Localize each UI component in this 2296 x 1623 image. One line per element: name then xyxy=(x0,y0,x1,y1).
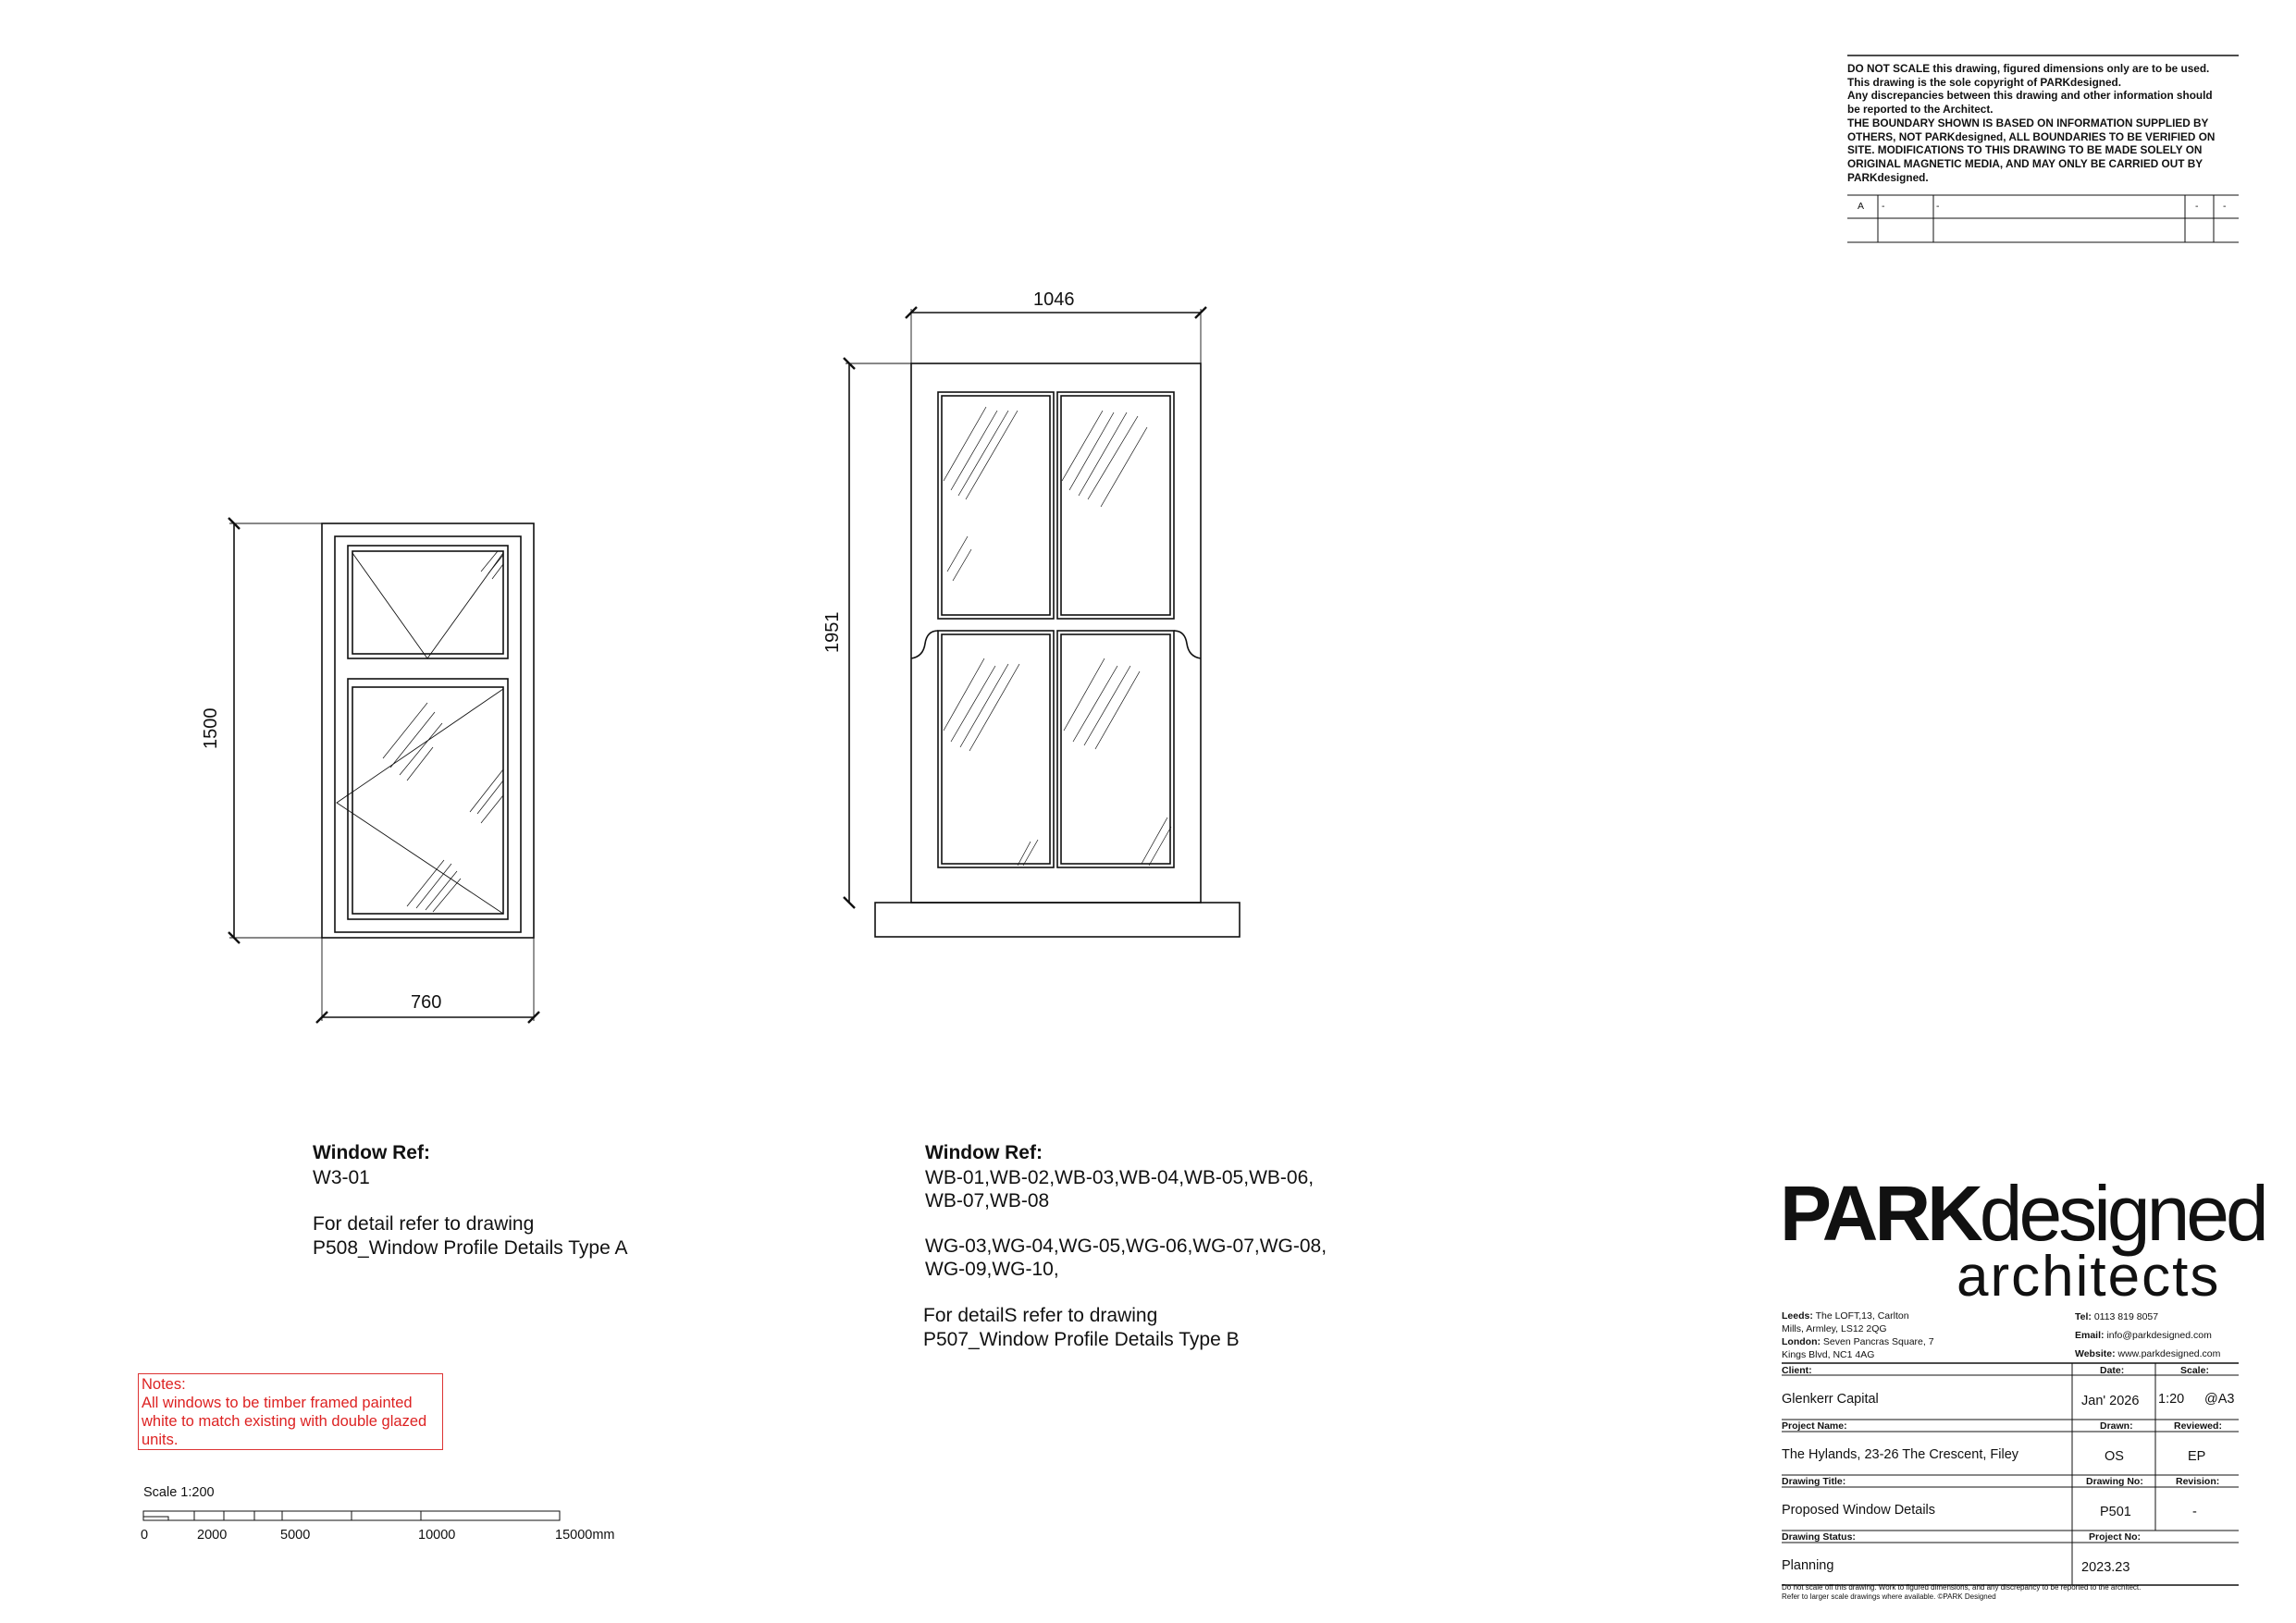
notes-box xyxy=(138,1373,443,1450)
project-name-value: The Hylands, 23-26 The Crescent, Filey xyxy=(1782,1447,2019,1462)
drawing-status-label: Drawing Status: xyxy=(1782,1531,1856,1543)
scale-tick-0: 0 xyxy=(141,1528,149,1543)
reviewed-label: Reviewed: xyxy=(2174,1420,2222,1432)
revision-checked: - xyxy=(2223,201,2227,212)
window-a-ref-heading: Window Ref: xyxy=(313,1142,430,1163)
paper-size-value: @A3 xyxy=(2204,1392,2235,1407)
client-label: Client: xyxy=(1782,1365,1812,1376)
drawing-no-value: P501 xyxy=(2100,1505,2131,1519)
window-b-width-dimension: 1046 xyxy=(1033,289,1075,310)
drawn-label: Drawn: xyxy=(2100,1420,2133,1432)
window-a-width-dimension: 760 xyxy=(411,992,442,1013)
project-name-label: Project Name: xyxy=(1782,1420,1847,1432)
scale-tick-5000: 5000 xyxy=(280,1528,311,1543)
revision-description: - xyxy=(1936,201,1940,212)
window-b-ref-line4: WG-09,WG-10, xyxy=(925,1259,1059,1280)
scale-bar-title: Scale 1:200 xyxy=(143,1485,215,1500)
project-no-label: Project No: xyxy=(2089,1531,2142,1543)
scale-tick-2000: 2000 xyxy=(197,1528,228,1543)
title-block-footer: Do not scale off this drawing. Work to figured dimensions, and any discrepancy to be reported to the architect. Refer to larger scale drawings where available. ©PARK Designed xyxy=(1782,1583,2142,1601)
scale-label: Scale: xyxy=(2180,1365,2209,1376)
window-a-detail-line2: P508_Window Profile Details Type A xyxy=(313,1237,628,1259)
company-logo: PARKdesigned xyxy=(1780,1170,2265,1257)
window-b-elevation xyxy=(844,307,1240,937)
window-a-ref-value: W3-01 xyxy=(313,1167,370,1188)
drawing-title-value: Proposed Window Details xyxy=(1782,1503,1936,1518)
address-leeds-line2: Mills, Armley, LS12 2QG xyxy=(1782,1323,1887,1334)
scale-tick-15000: 15000mm xyxy=(555,1528,615,1543)
date-label: Date: xyxy=(2100,1365,2125,1376)
window-a-height-dimension: 1500 xyxy=(201,707,221,749)
revision-label: Revision: xyxy=(2176,1476,2220,1487)
company-logo-subtitle: architects xyxy=(1957,1245,2221,1309)
drawing-no-label: Drawing No: xyxy=(2086,1476,2143,1487)
scale-bar-graphic xyxy=(143,1511,560,1520)
contact-tel: Tel: 0113 819 8057 xyxy=(2075,1311,2159,1322)
reviewed-value: EP xyxy=(2188,1449,2206,1464)
date-value: Jan' 2026 xyxy=(2081,1394,2140,1408)
revision-letter: A xyxy=(1858,201,1865,212)
scale-value: 1:20 xyxy=(2158,1392,2185,1407)
notes-title: Notes: xyxy=(142,1376,186,1393)
window-b-detail-line1: For detailS refer to drawing xyxy=(923,1305,1158,1326)
disclaimer-text: DO NOT SCALE this drawing, figured dimensions only are to be used. This drawing is the sole copyright of PARKdesigned. Any discrepancies between this drawing and other information should be reported to the Architect. THE BOUNDARY SHOWN IS BASED ON INFORMATION SUPPLIED BY OTHERS, NOT PARKdesigned, ALL BOUNDARIES TO BE VERIFIED ON SITE. MODIFICATIONS TO THIS DRAWING TO BE MADE SOLELY ON ORIGINAL MAGNETIC MEDIA, AND MAY ONLY BE CARRIED OUT BY PARKdesigned. xyxy=(1847,62,2216,184)
client-value: Glenkerr Capital xyxy=(1782,1392,1879,1407)
drawing-status-value: Planning xyxy=(1782,1558,1834,1573)
window-a-elevation xyxy=(228,518,539,1023)
project-no-value: 2023.23 xyxy=(2081,1560,2130,1575)
scale-tick-10000: 10000 xyxy=(418,1528,456,1543)
contact-email: Email: info@parkdesigned.com xyxy=(2075,1330,2212,1341)
drawing-title-label: Drawing Title: xyxy=(1782,1476,1846,1487)
window-b-ref-line1: WB-01,WB-02,WB-03,WB-04,WB-05,WB-06, xyxy=(925,1167,1315,1188)
address-london: London: Seven Pancras Square, 7 xyxy=(1782,1336,1934,1347)
window-b-ref-heading: Window Ref: xyxy=(925,1142,1043,1163)
window-a-detail-line1: For detail refer to drawing xyxy=(313,1213,535,1235)
address-leeds: Leeds: The LOFT,13, Carlton xyxy=(1782,1310,1909,1322)
revision-date: - xyxy=(1882,201,1885,212)
drawn-value: OS xyxy=(2105,1449,2124,1464)
window-b-height-dimension: 1951 xyxy=(822,611,843,653)
window-b-ref-line3: WG-03,WG-04,WG-05,WG-06,WG-07,WG-08, xyxy=(925,1236,1327,1257)
revision-value: - xyxy=(2192,1505,2197,1519)
address-london-line2: Kings Blvd, NC1 4AG xyxy=(1782,1349,1875,1360)
window-b-detail-line2: P507_Window Profile Details Type B xyxy=(923,1329,1240,1350)
revision-by: - xyxy=(2195,201,2199,212)
contact-website: Website: www.parkdesigned.com xyxy=(2075,1348,2221,1359)
window-b-ref-line2: WB-07,WB-08 xyxy=(925,1190,1050,1211)
notes-text: All windows to be timber framed painted white to match existing with double glazed units. xyxy=(142,1395,431,1448)
